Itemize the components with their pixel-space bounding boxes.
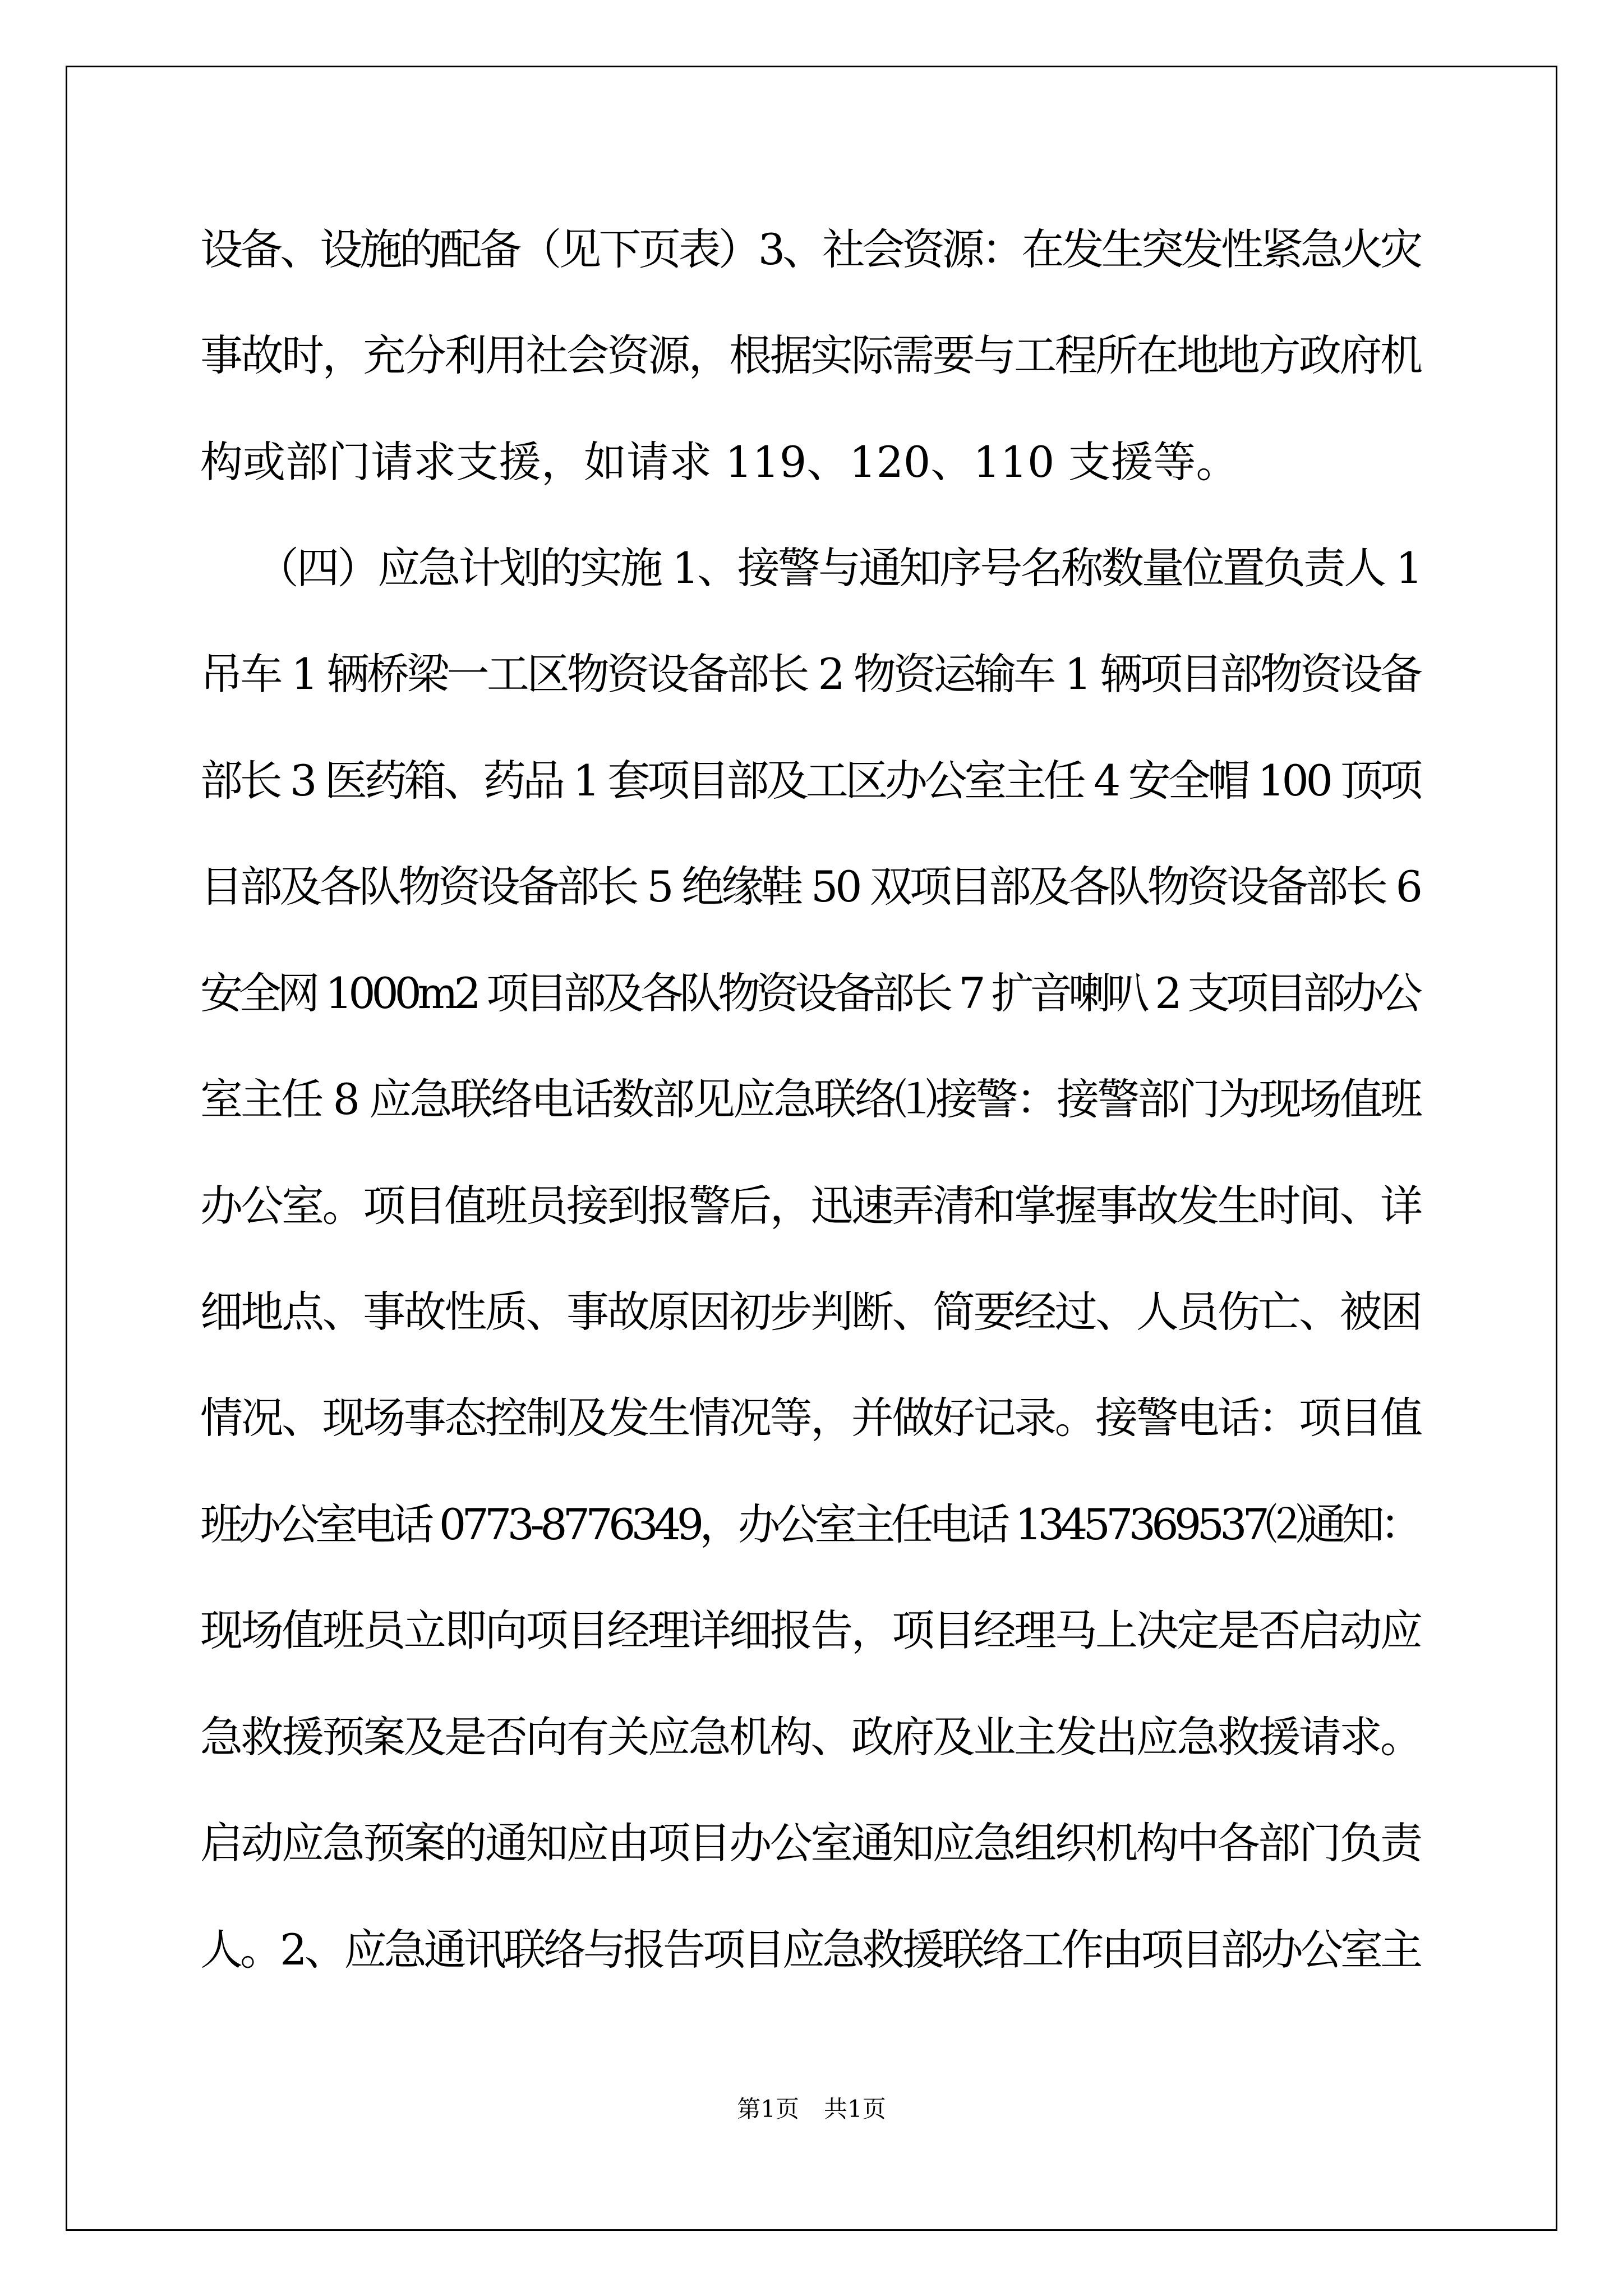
text-line-content: 目部及各队物资设备部长 5 绝缘鞋 50 双项目部及各队物资设备部长 6 — [200, 862, 1420, 912]
text-line-content: 细地点、事故性质、事故原因初步判断、简要经过、人员伤亡、被困 — [200, 1287, 1421, 1337]
text-line-content: （四）应急计划的实施 1、接警与通知序号名称数量位置负责人 1 — [256, 543, 1421, 593]
text-line-content: 事故时，充分利用社会资源，根据实际需要与工程所在地地方政府机 — [200, 330, 1421, 380]
text-line-content: 现场值班员立即向项目经理详细报告，项目经理马上决定是否启动应 — [200, 1605, 1421, 1655]
page-footer — [0, 2092, 1623, 2126]
text-line-content: 室主任 8 应急联络电话数部见应急联络⑴接警：接警部门为现场值班 — [200, 1074, 1421, 1124]
text-line-content: 急救援预案及是否向有关应急机构、政府及业主发出应急救援请求。 — [200, 1712, 1421, 1762]
text-line-content: 办公室。项目值班员接到报警后，迅速弄清和掌握事故发生时间、详 — [200, 1181, 1421, 1231]
text-line-content: 班办公室电话 0773-8776349，办公室主任电话 13457369537⑵通知： — [200, 1499, 1419, 1549]
text-line-content: 人。2、应急通讯联络与报告项目应急救援联络工作由项目部办公室主 — [200, 1925, 1421, 1975]
text-line-content: 情况、现场事态控制及发生情况等，并做好记录。接警电话：项目值 — [200, 1393, 1421, 1443]
text-line-content: 吊车 1 辆桥梁一工区物资设备部长 2 物资运输车 1 辆项目部物资设备 — [200, 649, 1421, 699]
text-line-content: 部长 3 医药箱、药品 1 套项目部及工区办公室主任 4 安全帽 100 顶项 — [200, 756, 1420, 806]
text-line-content: 设备、设施的配备（见下页表）3、社会资源：在发生突发性紧急火灾 — [200, 224, 1421, 274]
page-border — [66, 66, 1557, 2231]
text-line-content: 启动应急预案的通知应由项目办公室通知应急组织机构中各部门负责 — [200, 1818, 1421, 1868]
text-line-content: 构或部门请求支援，如请求 119、120、110 支援等。 — [200, 437, 1239, 487]
page-number: 第1页 — [737, 2095, 799, 2123]
page-total: 共1页 — [824, 2095, 886, 2123]
text-line-content: 安全网 1000m2 项目部及各队物资设备部长 7 扩音喇叭 2 支项目部办公 — [200, 968, 1419, 1018]
